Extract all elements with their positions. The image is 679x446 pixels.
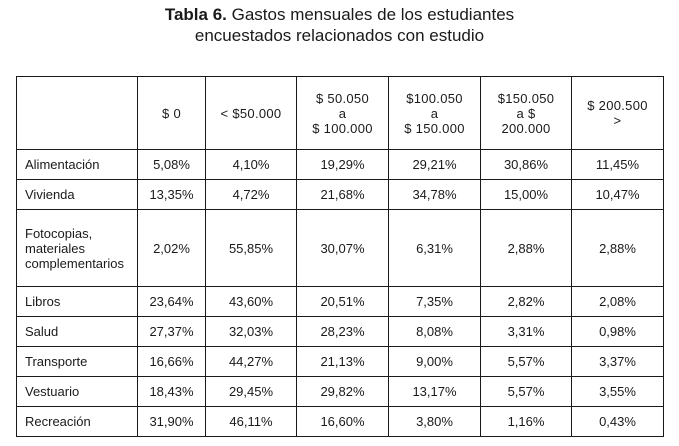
table-cell: 30,07% (297, 210, 389, 287)
row-label (17, 407, 138, 437)
column-header-text: $ 150.000 (404, 120, 465, 136)
caption-title-part-1: Gastos mensuales de los estudiantes (231, 5, 515, 24)
table-cell: 3,80% (389, 407, 481, 437)
table-cell: 23,64% (138, 287, 206, 317)
table-cell: 2,02% (138, 210, 206, 287)
table-cell: 9,00% (389, 347, 481, 377)
table-cell: 0,43% (572, 407, 664, 437)
table-cell: 27,37% (138, 317, 206, 347)
table-cell: 34,78% (389, 180, 481, 210)
table-row (17, 317, 664, 347)
table-row (17, 287, 664, 317)
table-cell: 7,35% (389, 287, 481, 317)
table-cell: 3,31% (481, 317, 572, 347)
row-label-text: complementarios (25, 255, 124, 271)
table-cell: 6,31% (389, 210, 481, 287)
table-cell: 3,37% (572, 347, 664, 377)
expenses-table (16, 76, 664, 437)
row-label (17, 287, 138, 317)
row-label-text: Salud (25, 324, 59, 339)
row-label-text: Transporte (25, 354, 88, 369)
row-label (17, 180, 138, 210)
table-cell: 20,51% (297, 287, 389, 317)
caption-line-1 (0, 4, 679, 25)
table-cell: 21,68% (297, 180, 389, 210)
table-cell: 13,35% (138, 180, 206, 210)
table-cell: 30,86% (481, 150, 572, 180)
table-cell: 16,66% (138, 347, 206, 377)
table-cell: 32,03% (206, 317, 297, 347)
table-cell: 5,08% (138, 150, 206, 180)
table-cell: 4,10% (206, 150, 297, 180)
column-header-text: $150.050 (497, 90, 555, 106)
column-header-text: $ 0 (162, 105, 181, 121)
table-cell: 21,13% (297, 347, 389, 377)
column-header-text: 200.000 (501, 120, 551, 136)
caption-title-part-2: encuestados relacionados con estudio (194, 26, 485, 45)
table-cell: 28,23% (297, 317, 389, 347)
table-cell: 13,17% (389, 377, 481, 407)
table-row (17, 347, 664, 377)
table-cell: 2,88% (481, 210, 572, 287)
column-header-text: $ 100.000 (312, 120, 373, 136)
table-cell: 11,45% (572, 150, 664, 180)
table-cell: 5,57% (481, 377, 572, 407)
row-label-text: materiales (25, 240, 85, 256)
table-caption (0, 4, 679, 46)
row-label-text: Vestuario (25, 384, 80, 399)
row-label-text: Vivienda (25, 187, 75, 202)
row-label (17, 210, 138, 287)
column-header-text: $100.050 (406, 90, 463, 106)
column-header (572, 77, 664, 150)
table-cell: 29,21% (389, 150, 481, 180)
table-cell: 29,45% (206, 377, 297, 407)
table-cell: 19,29% (297, 150, 389, 180)
column-header (389, 77, 481, 150)
table-cell: 15,00% (481, 180, 572, 210)
table-cell: 2,08% (572, 287, 664, 317)
table-cell: 2,88% (572, 210, 664, 287)
table-cell: 18,43% (138, 377, 206, 407)
row-label (17, 377, 138, 407)
header-row (17, 77, 664, 150)
table-row (17, 180, 664, 210)
table-row (17, 210, 664, 287)
table-cell: 10,47% (572, 180, 664, 210)
row-label-text: Libros (25, 294, 61, 309)
caption-label: Tabla 6. (164, 5, 227, 24)
row-label-text: Recreación (25, 414, 91, 429)
table-cell: 4,72% (206, 180, 297, 210)
table-cell: 44,27% (206, 347, 297, 377)
table-cell: 2,82% (481, 287, 572, 317)
column-header (297, 77, 389, 150)
table-cell: 29,82% (297, 377, 389, 407)
table-body (17, 150, 664, 437)
column-header (138, 77, 206, 150)
table-row (17, 377, 664, 407)
table-cell: 16,60% (297, 407, 389, 437)
column-header (481, 77, 572, 150)
row-label-text: Fotocopias, (25, 225, 93, 241)
header-corner-cell (17, 77, 138, 150)
column-header-text: a (338, 105, 347, 121)
row-label (17, 347, 138, 377)
table-cell: 31,90% (138, 407, 206, 437)
table-row (17, 150, 664, 180)
table-cell: 46,11% (206, 407, 297, 437)
table-cell: 3,55% (572, 377, 664, 407)
table-cell: 8,08% (389, 317, 481, 347)
column-header-text: a $ (516, 105, 536, 121)
table-row (17, 407, 664, 437)
table-cell: 43,60% (206, 287, 297, 317)
column-header-text: $ 50.050 (315, 90, 369, 106)
table-cell: 5,57% (481, 347, 572, 377)
table-cell: 1,16% (481, 407, 572, 437)
table-cell: 55,85% (206, 210, 297, 287)
column-header-text: $ 200.500 (587, 98, 648, 113)
column-header (206, 77, 297, 150)
table-cell: 0,98% (572, 317, 664, 347)
column-header-text: < $50.000 (220, 105, 282, 121)
column-header-text: a (430, 105, 439, 121)
row-label (17, 150, 138, 180)
row-label-text: Alimentación (25, 157, 100, 172)
row-label (17, 317, 138, 347)
column-header-text: > (613, 113, 622, 128)
